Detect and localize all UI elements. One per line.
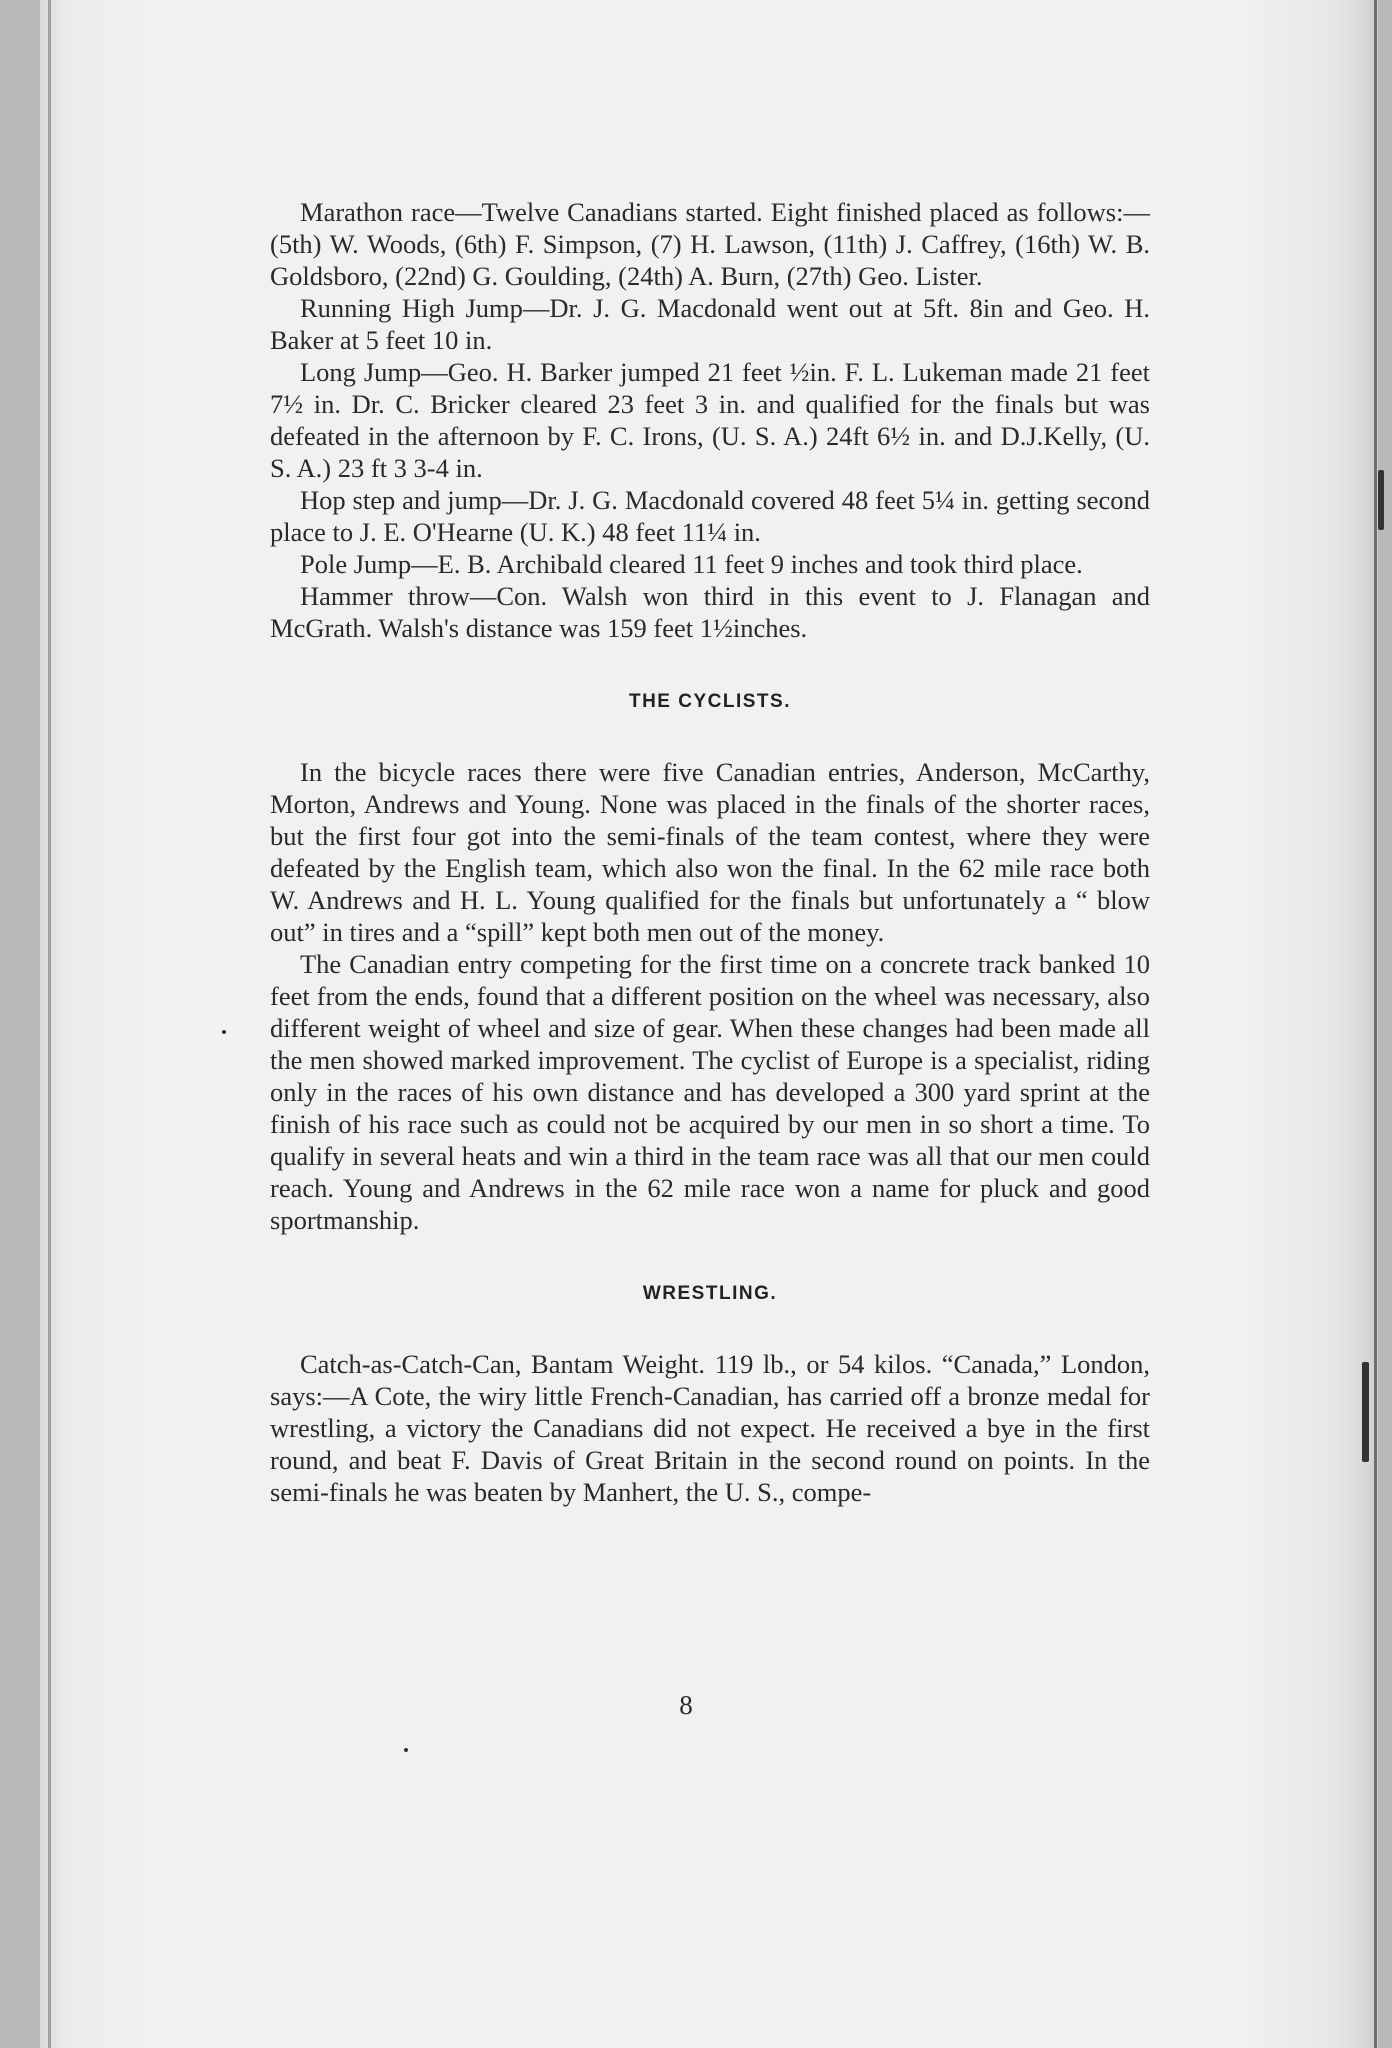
margin-mark bbox=[404, 1748, 408, 1752]
paragraph-high-jump: Running High Jump—Dr. J. G. Macdonald went out at 5ft. 8in and Geo. H. Baker at 5 feet 10 in. bbox=[270, 293, 1150, 355]
margin-mark bbox=[1362, 1362, 1369, 1462]
page-right-edge bbox=[1374, 0, 1377, 2048]
section-heading-wrestling: WRESTLING. bbox=[642, 1283, 778, 1304]
paragraph-wrestling: Catch-as-Catch-Can, Bantam Weight. 119 lb., or 54 kilos. “Canada,” London, says:—A Cote, the wiry little French-Canadian, has carried off a bronze medal for wrestling, a victory the Canadians did not expect. He received a bye in the first round, and beat F. Davis of Great Britain in the second round on points. In the semi-finals he was beaten by Manhert, the U. S., compe- bbox=[270, 1349, 1150, 1507]
paragraph-hammer-throw: Hammer throw—Con. Walsh won third in this event to J. Flanagan and McGrath. Walsh's distance was 159 feet 1½inches. bbox=[270, 581, 1150, 643]
paragraph-marathon: Marathon race—Twelve Canadians started. Eight finished placed as follows:—(5th) W. Woods, (6th) F. Simpson, (7) H. Lawson, (11th) J. Caffrey, (16th) W. B. Goldsboro, (22nd) G. Goulding, (24th) A. Burn, (27th) Geo. Lister. bbox=[270, 197, 1150, 291]
margin-mark bbox=[1378, 470, 1384, 530]
margin-mark bbox=[222, 1030, 226, 1034]
page-number-container bbox=[0, 1690, 1392, 1721]
section-heading-cyclists: THE CYCLISTS. bbox=[628, 691, 791, 712]
page-left-edge bbox=[48, 0, 51, 2048]
paragraph-hop-step-jump: Hop step and jump—Dr. J. G. Macdonald covered 48 feet 5¼ in. getting second place to J. E. O'Hearne (U. K.) 48 feet 11¼ in. bbox=[270, 485, 1150, 547]
paragraph-long-jump: Long Jump—Geo. H. Barker jumped 21 feet ½in. F. L. Lukeman made 21 feet 7½ in. Dr. C. Bricker cleared 23 feet 3 in. and qualified for the finals but was defeated in the afternoon by F. C. Irons, (U. S. A.) 24ft 6½ in. and D.J.Kelly, (U. S. A.) 23 ft 3 3-4 in. bbox=[270, 357, 1150, 483]
paragraph-pole-jump: Pole Jump—E. B. Archibald cleared 11 feet 9 inches and took third place. bbox=[300, 549, 1083, 579]
paragraph-cyclists-entries: In the bicycle races there were five Canadian entries, Anderson, McCarthy, Morton, Andrews and Young. None was placed in the finals of the shorter races, but the first four got into the semi-finals of the team contest, where they were defeated by the English team, which also won the final. In the 62 mile race both W. Andrews and H. L. Young qualified for the finals but unfortunately a “ blow out” in tires and a “spill” kept both men out of the money. bbox=[270, 757, 1150, 947]
paragraph-cyclists-track: The Canadian entry competing for the first time on a concrete track banked 10 feet from the ends, found that a different position on the wheel was necessary, also different weight of wheel and size of gear. When these changes had been made all the men showed marked improvement. The cyclist of Europe is a specialist, riding only in the races of his own distance and has developed a 300 yard sprint at the finish of his race such as could not be acquired by our men in so short a time. To qualify in several heats and win a third in the team race was all that our men could reach. Young and Andrews in the 62 mile race won a name for pluck and good sportmanship. bbox=[270, 949, 1150, 1235]
page-number: 8 bbox=[679, 1690, 693, 1720]
body-text bbox=[270, 196, 1150, 1508]
